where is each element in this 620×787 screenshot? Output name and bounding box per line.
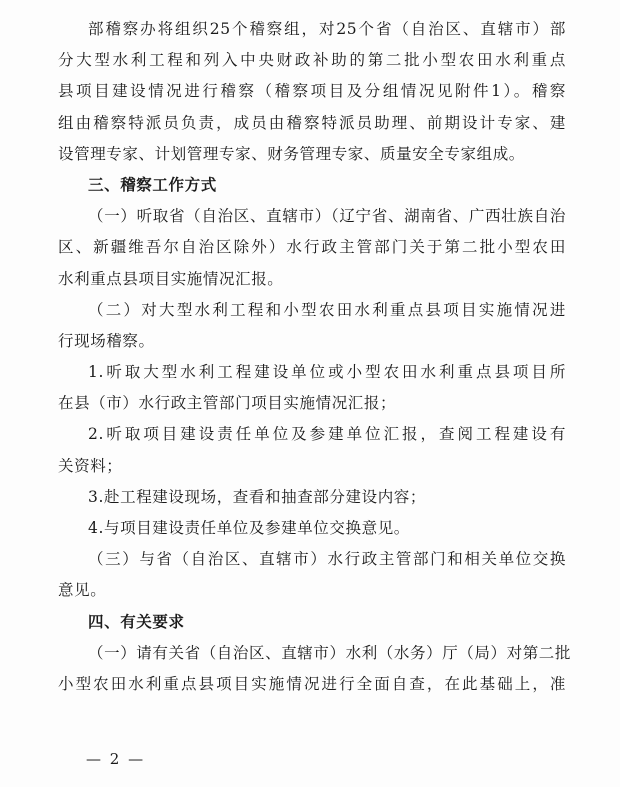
paragraph-line: 县项目建设情况进行稽察（稽察项目及分组情况见附件1）。稽察 <box>58 82 566 101</box>
paragraph-line: 1.听取大型水利工程建设单位或小型农田水利重点县项目所 <box>88 363 566 382</box>
paragraph-line: 分大型水利工程和列入中央财政补助的第二批小型农田水利重点 <box>58 51 566 70</box>
paragraph-line: 4.与项目建设责任单位及参建单位交换意见。 <box>88 519 410 537</box>
paragraph-line: 行现场稽察。 <box>58 331 155 350</box>
document-body <box>58 14 572 700</box>
paragraph-line: （三）与省（自治区、直辖市）水行政主管部门和相关单位交换 <box>88 550 566 569</box>
paragraph-line: （一）听取省（自治区、直辖市）（辽宁省、湖南省、广西壮族自治 <box>88 207 566 226</box>
paragraph-line: 水利重点县项目实施情况汇报。 <box>58 269 284 288</box>
paragraph-line: 在县（市）水行政主管部门项目实施情况汇报； <box>58 394 397 413</box>
paragraph-line: 组由稽察特派员负责，成员由稽察特派员助理、前期设计专家、建 <box>58 113 566 132</box>
paragraph-line: （一）请有关省（自治区、直辖市）水利（水务）厅（局）对第二批 <box>88 643 572 662</box>
paragraph-line: 关资料； <box>58 456 123 475</box>
paragraph-line: 2.听取项目建设责任单位及参建单位汇报，查阅工程建设有 <box>88 425 566 444</box>
paragraph-line: 小型农田水利重点县项目实施情况进行全面自查，在此基础上，准 <box>58 674 566 693</box>
paragraph-line: 意见。 <box>58 581 107 600</box>
paragraph-line: 区、新疆维吾尔自治区除外）水行政主管部门关于第二批小型农田 <box>58 238 566 257</box>
paragraph-line: 3.赴工程建设现场，查看和抽查部分建设内容； <box>88 487 426 506</box>
page-number: — 2 — <box>86 750 146 768</box>
section-heading: 三、稽察工作方式 <box>88 175 217 194</box>
paragraph-line: 部稽察办将组织25个稽察组，对25个省（自治区、直辖市）部 <box>88 20 566 38</box>
paragraph-line: 设管理专家、计划管理专家、财务管理专家、质量安全专家组成。 <box>58 144 525 163</box>
paragraph-line: （二）对大型水利工程和小型农田水利重点县项目实施情况进 <box>88 300 566 319</box>
section-heading: 四、有关要求 <box>88 612 185 631</box>
